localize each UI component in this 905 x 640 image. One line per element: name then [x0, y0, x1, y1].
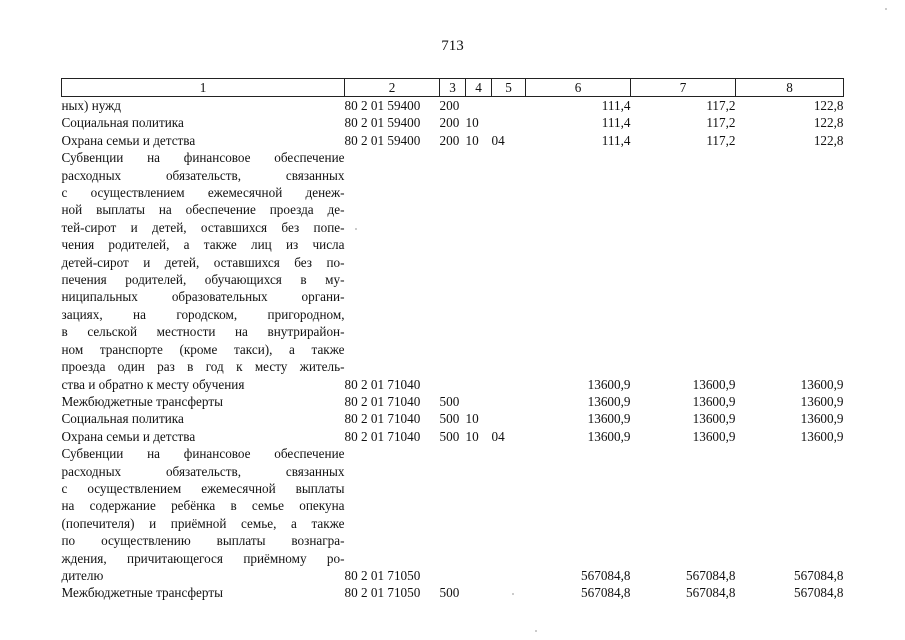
row-c5 [492, 584, 526, 601]
row-c5 [492, 393, 526, 410]
row-c5 [492, 149, 526, 393]
row-c4: 10 [465, 115, 479, 131]
row-c3: 500 [439, 393, 460, 409]
desc-line: на содержание ребёнка в семье опекуна [61, 498, 345, 514]
desc-line: с осуществлением ежемесячной выплаты [61, 480, 345, 496]
row-c3 [440, 445, 466, 584]
row-c4 [466, 149, 492, 393]
row-v8: 13600,9 [800, 428, 844, 444]
col-header-5: 5 [492, 79, 526, 97]
row-v8: 567084,8 [794, 567, 844, 583]
scan-speck [885, 8, 887, 10]
row-v7: 567084,8 [686, 567, 736, 583]
table-row [62, 428, 844, 445]
row-v6: 111,4 [601, 98, 631, 113]
desc-line: по осуществлению выплаты вознагра- [61, 533, 345, 549]
row-v8: 13600,9 [800, 376, 844, 392]
row-v7: 13600,9 [692, 376, 736, 392]
row-name: Межбюджетные трансферты [61, 585, 223, 601]
row-code: 80 2 01 59400 [344, 98, 421, 113]
row-c4 [466, 445, 492, 584]
row-v7: 117,2 [706, 115, 736, 131]
subsidy-description [62, 445, 345, 584]
row-c3 [440, 149, 466, 393]
row-v7: 117,2 [706, 98, 736, 113]
row-c4 [466, 393, 492, 410]
row-v7: 117,2 [706, 132, 736, 148]
row-name: Охрана семьи и детства [61, 132, 196, 148]
row-code: 80 2 01 71050 [344, 585, 421, 601]
row-v6: 567084,8 [581, 585, 631, 601]
scan-speck [535, 630, 537, 632]
scan-speck [512, 593, 514, 595]
table-row [62, 410, 844, 427]
col-header-6: 6 [526, 79, 631, 97]
row-v6: 111,4 [601, 115, 631, 131]
header-row [62, 79, 844, 97]
desc-line: Субвенции на финансовое обеспечение [61, 446, 345, 462]
row-c5: 04 [491, 132, 505, 148]
desc-line: Субвенции на финансовое обеспечение [61, 150, 345, 166]
desc-line: расходных обязательств, связанных [61, 463, 345, 479]
desc-line: ства и обратно к месту обучения [61, 376, 245, 392]
col-header-3: 3 [440, 79, 466, 97]
row-c5: 04 [491, 428, 505, 444]
row-code: 80 2 01 71040 [344, 393, 421, 409]
col-header-2: 2 [345, 79, 440, 97]
row-c3: 500 [439, 428, 460, 444]
row-name: Межбюджетные трансферты [61, 393, 223, 409]
table-row [62, 97, 844, 115]
row-v7: 13600,9 [692, 393, 736, 409]
col-header-4: 4 [466, 79, 492, 97]
budget-table [61, 78, 844, 602]
table-row [62, 114, 844, 131]
row-v8: 567084,8 [794, 585, 844, 601]
row-c4 [466, 584, 492, 601]
row-c3: 200 [439, 132, 460, 148]
scan-speck [355, 228, 357, 230]
desc-line: зациях, на городском, пригородном, [61, 306, 345, 322]
row-code: 80 2 01 59400 [344, 115, 421, 131]
desc-line: дителю [61, 567, 104, 583]
row-v8: 122,8 [813, 98, 844, 113]
row-name: Социальная политика [61, 115, 184, 131]
desc-line: (попечителя) и приёмной семье, а также [61, 515, 345, 531]
row-v8: 13600,9 [800, 393, 844, 409]
col-header-7: 7 [631, 79, 736, 97]
desc-line: тей-сирот и детей, оставшихся без попе- [61, 219, 345, 235]
page-number: 713 [441, 38, 464, 54]
row-v6: 111,4 [601, 132, 631, 148]
table-row [62, 132, 844, 149]
row-c4: 10 [465, 428, 479, 444]
row-c5 [492, 114, 526, 131]
desc-line: в сельской местности на внутрирайон- [61, 324, 345, 340]
row-v8: 122,8 [813, 132, 844, 148]
col-header-8: 8 [736, 79, 844, 97]
row-name: Социальная политика [61, 411, 184, 427]
row-v6: 13600,9 [587, 376, 631, 392]
desc-line: ной выплаты на обеспечение проезда де- [61, 202, 345, 218]
row-c3: 200 [439, 115, 460, 131]
row-c4: 10 [465, 411, 479, 427]
desc-line: ниципальных образовательных органи- [61, 289, 345, 305]
row-code: 80 2 01 71040 [344, 411, 421, 427]
desc-line: печения родителей, обучающихся в му- [61, 272, 345, 288]
row-c5 [492, 410, 526, 427]
row-v7: 567084,8 [686, 585, 736, 601]
row-c5 [492, 445, 526, 584]
table-row [62, 393, 844, 410]
row-v6: 13600,9 [587, 411, 631, 427]
row-v8: 122,8 [813, 115, 844, 131]
row-v6: 13600,9 [587, 393, 631, 409]
row-v8: 13600,9 [800, 411, 844, 427]
row-code: 80 2 01 71040 [344, 428, 421, 444]
row-c3: 200 [439, 98, 460, 113]
row-code: 80 2 01 71050 [344, 567, 421, 583]
row-name: ных) нужд [61, 98, 121, 113]
row-c3: 500 [439, 585, 460, 601]
desc-line: ном транспорте (кроме такси), а также [61, 341, 345, 357]
row-v7: 13600,9 [692, 411, 736, 427]
row-c4 [466, 97, 492, 115]
desc-line: расходных обязательств, связанных [61, 167, 345, 183]
row-name: Охрана семьи и детства [61, 428, 196, 444]
subsidy-row [62, 445, 844, 584]
desc-line: проезда один раз в год к месту житель- [61, 359, 345, 375]
subsidy-description [62, 149, 345, 393]
table-row [62, 584, 844, 601]
col-header-1: 1 [62, 79, 345, 97]
row-c3: 500 [439, 411, 460, 427]
row-v6: 13600,9 [587, 428, 631, 444]
row-v7: 13600,9 [692, 428, 736, 444]
row-code: 80 2 01 71040 [344, 376, 421, 392]
subsidy-row [62, 149, 844, 393]
desc-line: чения родителей, а также лиц из числа [61, 237, 345, 253]
row-c4: 10 [465, 132, 479, 148]
desc-line: ждения, причитающегося приёмному ро- [61, 550, 345, 566]
desc-line: детей-сирот и детей, оставшихся без по- [61, 254, 345, 270]
row-code: 80 2 01 59400 [344, 132, 421, 148]
desc-line: с осуществлением ежемесячной денеж- [61, 185, 345, 201]
row-v6: 567084,8 [581, 567, 631, 583]
row-c5 [492, 97, 526, 115]
